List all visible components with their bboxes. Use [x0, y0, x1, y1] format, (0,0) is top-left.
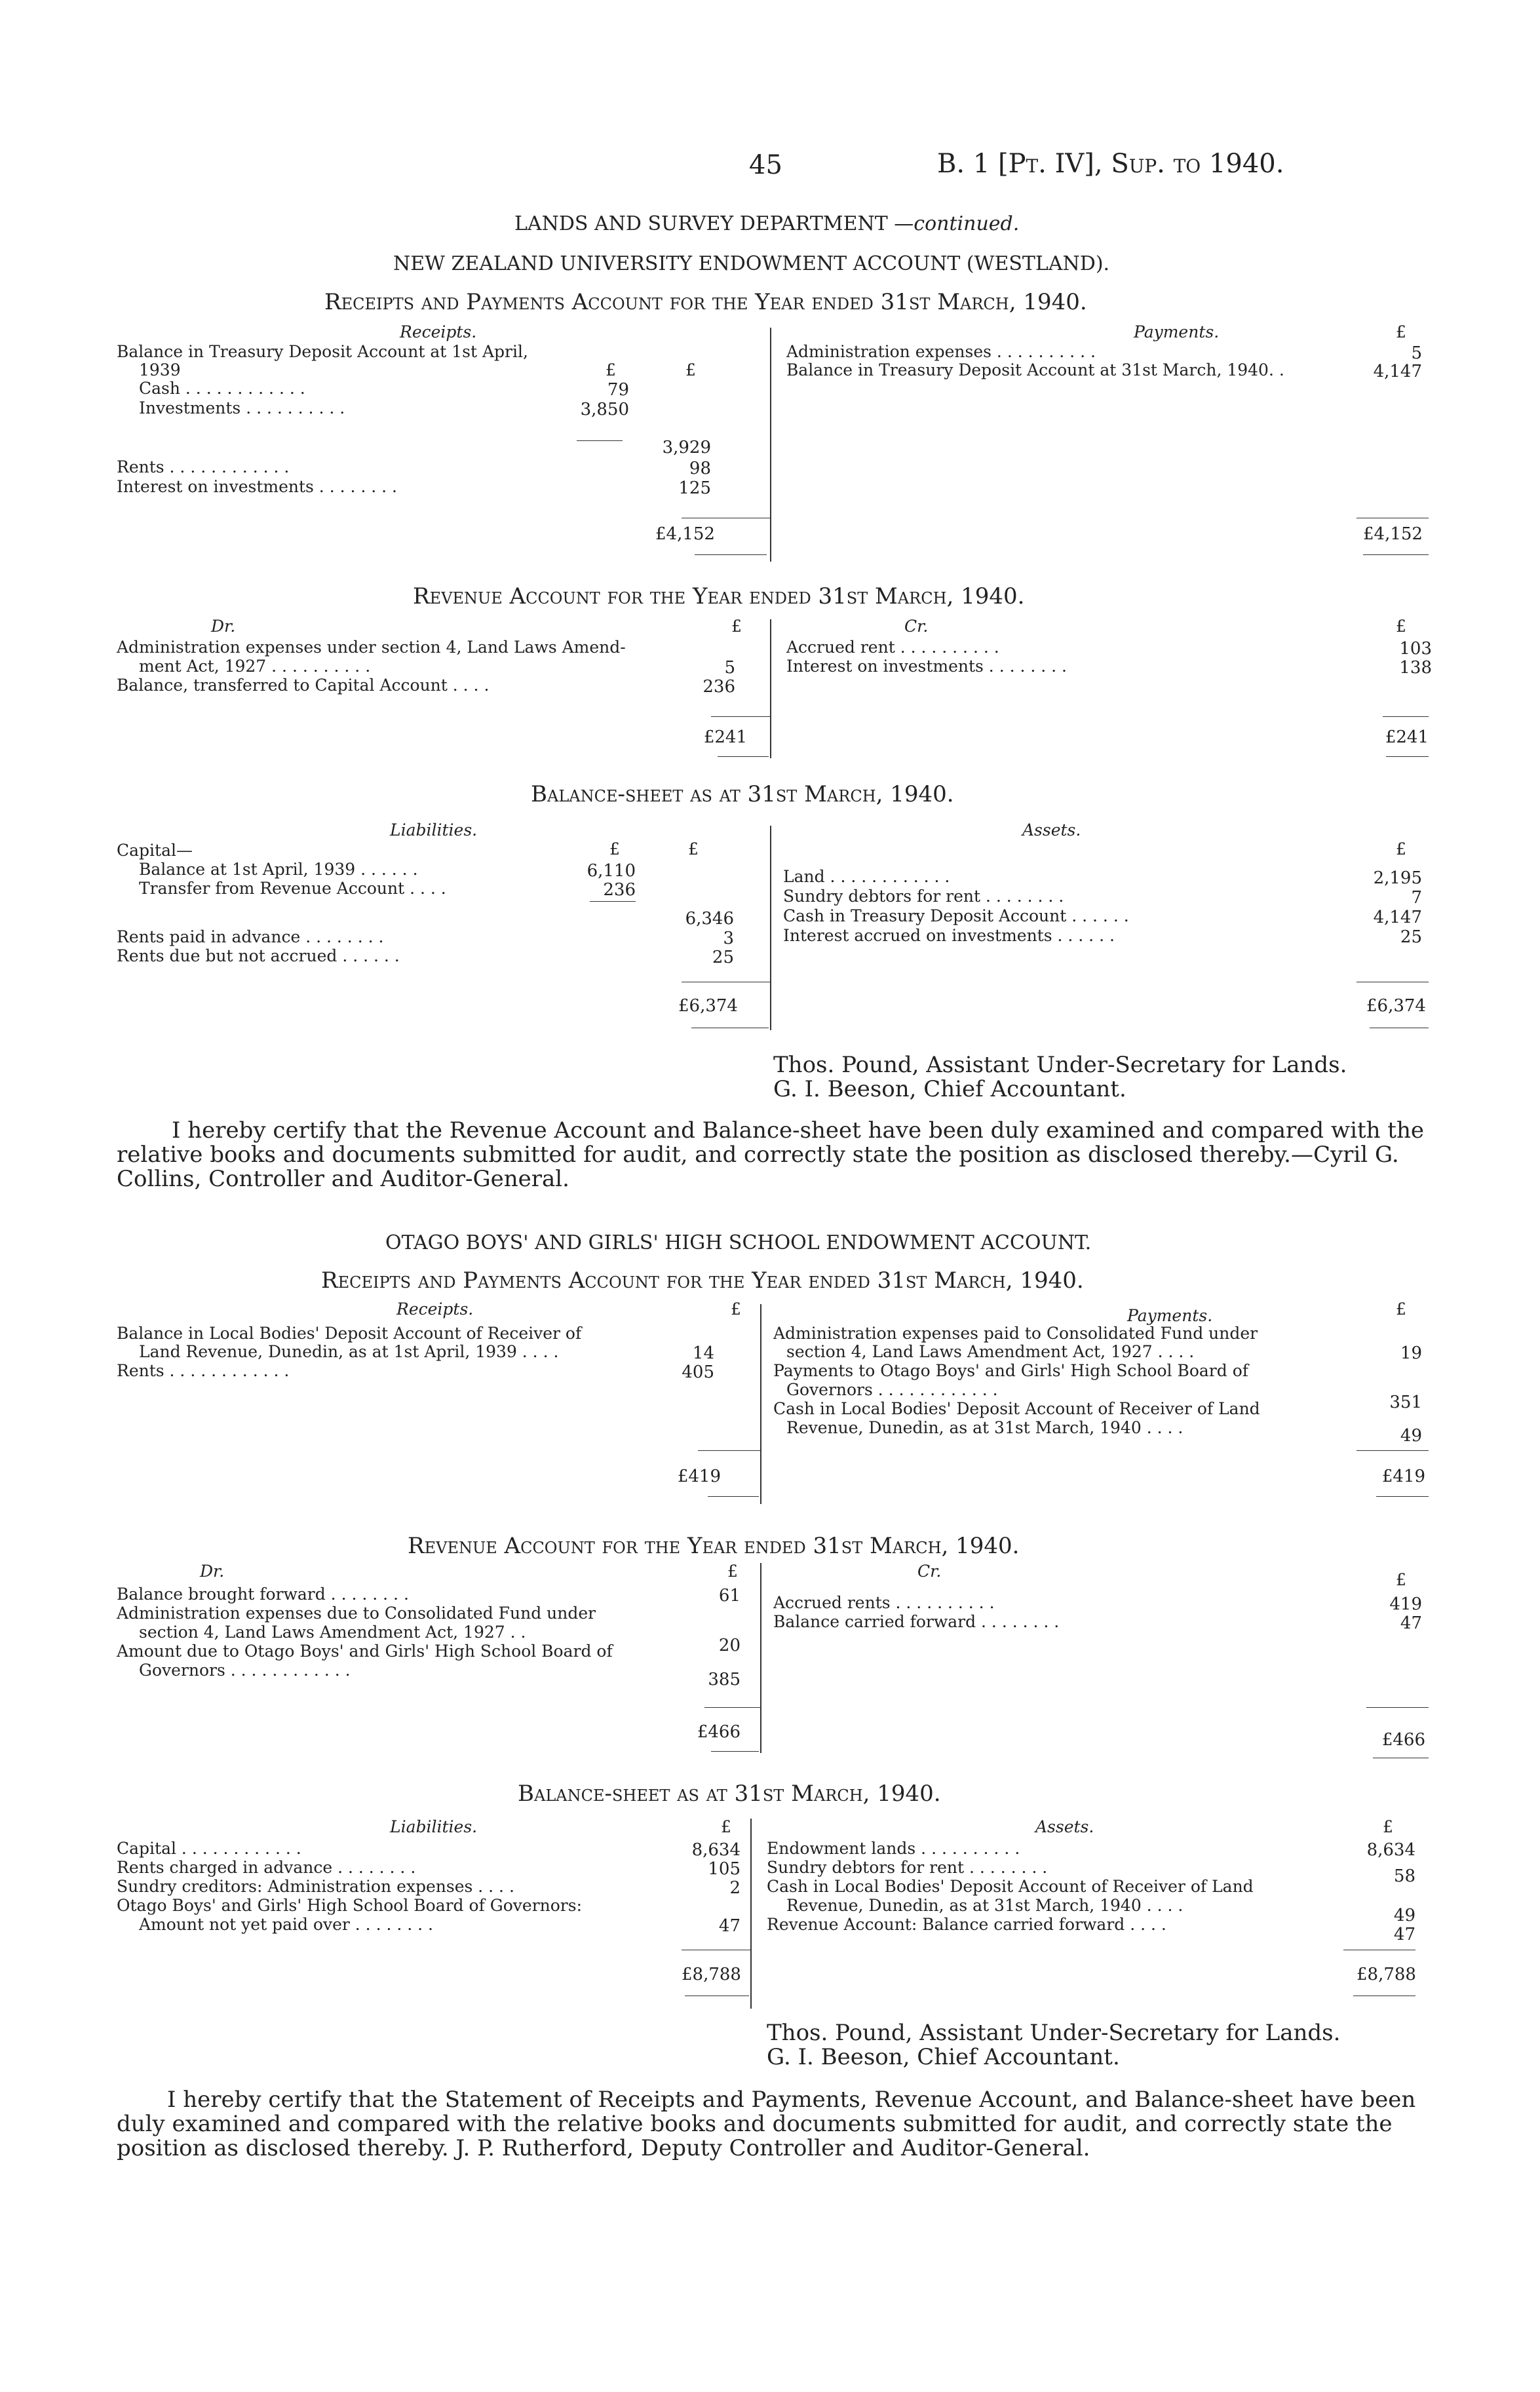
otago-payment-board: Payments to Otago Boys' and Girls' High School Board of	[773, 1361, 1249, 1380]
otago-assets-heading: Assets.	[1035, 1817, 1094, 1836]
westland-receipt-interest-value: 125	[678, 478, 711, 498]
westland-receipts-pound-1: £	[606, 360, 616, 379]
westland-receipt-rents-value: 98	[689, 459, 711, 478]
otago-signature-beeson: G. I. Beeson, Chief Accountant.	[767, 2044, 1120, 2070]
otago-liab-rents-advance-value: 105	[708, 1859, 741, 1879]
westland-certificate-line-3: Collins, Controller and Auditor-General.	[117, 1166, 569, 1192]
westland-assets-heading: Assets.	[1022, 820, 1081, 839]
westland-payments-heading: Payments.	[1134, 322, 1220, 341]
otago-payments-heading: Payments.	[1127, 1306, 1213, 1325]
westland-asset-interest: Interest accrued on investments . . . . . .	[783, 926, 1115, 945]
otago-liab-board-value: 47	[718, 1916, 741, 1936]
otago-asset-cash-cont: Revenue, Dunedin, as at 31st March, 1940 . . . .	[786, 1896, 1184, 1915]
westland-certificate-line-2: relative books and documents submitted for audit, and correctly state the position as disclosed thereby.—Cyril G.	[117, 1142, 1399, 1168]
otago-cr-pound: £	[1396, 1570, 1406, 1589]
otago-cr-total-rule	[1366, 1707, 1429, 1708]
otago-payment-board-value: 351	[1389, 1393, 1422, 1412]
westland-dr-double-rule	[718, 756, 769, 757]
otago-receipts-heading: Receipts.	[396, 1300, 474, 1319]
westland-receipts-pound-2: £	[685, 360, 696, 379]
otago-assets-total: £8,788	[1357, 1965, 1416, 1984]
department-continued: —continued.	[894, 212, 1020, 235]
westland-dr-admin-value: 5	[724, 658, 735, 678]
otago-receipts-total: £419	[677, 1467, 721, 1486]
otago-payments-total-rule	[1357, 1450, 1429, 1451]
otago-certificate-line-1: I hereby certify that the Statement of Receipts and Payments, Revenue Account, and Balance-sheet have been	[167, 2087, 1416, 2113]
westland-cr-pound: £	[1396, 617, 1406, 636]
otago-liab-creditors-value: 2	[729, 1878, 741, 1898]
westland-receipt-investments-value: 3,850	[580, 400, 629, 419]
otago-payment-cash: Cash in Local Bodies' Deposit Account of Receiver of Land	[773, 1399, 1260, 1418]
westland-receipt-rents: Rents . . . . . . . . . . . .	[117, 457, 290, 476]
otago-asset-debtors: Sundry debtors for rent . . . . . . . .	[767, 1858, 1048, 1877]
westland-asset-land-value: 2,195	[1373, 868, 1422, 888]
otago-asset-lands: Endowment lands . . . . . . . . . .	[767, 1839, 1020, 1858]
westland-liab-rents-due: Rents due but not accrued . . . . . .	[117, 946, 400, 965]
westland-assets-pound: £	[1396, 839, 1406, 858]
otago-bs-title: Balance-sheet as at 31st March, 1940.	[518, 1781, 941, 1807]
westland-liab-balance-value: 6,110	[587, 861, 636, 881]
westland-rp-title: Receipts and Payments Account for the Year ended 31st March, 1940.	[324, 289, 1087, 315]
westland-payment-balance-value: 4,147	[1373, 362, 1422, 381]
otago-liab-pound: £	[721, 1817, 731, 1836]
page-number: 45	[749, 150, 782, 180]
westland-liab-subtotal-rule	[590, 901, 636, 902]
westland-asset-debtors: Sundry debtors for rent . . . . . . . .	[783, 887, 1064, 906]
westland-liab-capital: Capital—	[117, 841, 193, 860]
otago-dr-total-rule	[704, 1707, 760, 1708]
otago-dr-balance: Balance brought forward . . . . . . . .	[117, 1585, 409, 1604]
westland-account-title: NEW ZEALAND UNIVERSITY ENDOWMENT ACCOUNT (WESTLAND).	[393, 252, 1110, 275]
westland-asset-land: Land . . . . . . . . . . . .	[783, 867, 950, 886]
westland-payment-balance: Balance in Treasury Deposit Account at 31st March, 1940. .	[786, 360, 1284, 379]
otago-signature-pound: Thos. Pound, Assistant Under-Secretary for Lands.	[767, 2020, 1341, 2046]
westland-signature-beeson: G. I. Beeson, Chief Accountant.	[773, 1076, 1126, 1102]
department-name: LANDS AND SURVEY DEPARTMENT	[514, 212, 888, 235]
westland-liabilities-heading: Liabilities.	[390, 820, 478, 839]
westland-liab-rents-due-value: 25	[712, 948, 734, 967]
otago-dr-heading: Dr.	[200, 1562, 225, 1581]
otago-asset-cash-value: 49	[1393, 1906, 1415, 1925]
otago-asset-cash: Cash in Local Bodies' Deposit Account of Receiver of Land	[767, 1877, 1254, 1896]
otago-revenue-title: Revenue Account for the Year ended 31st March, 1940.	[408, 1533, 1020, 1559]
otago-payment-cash-value: 49	[1400, 1426, 1422, 1446]
department-heading	[514, 214, 1019, 234]
westland-cr-interest: Interest on investments . . . . . . . .	[786, 657, 1068, 676]
westland-receipts-double-rule	[695, 554, 767, 555]
otago-cr-balance-value: 47	[1400, 1613, 1422, 1633]
otago-receipts-double-rule	[708, 1496, 759, 1497]
otago-revenue-divider	[760, 1563, 761, 1753]
otago-dr-total: £466	[697, 1722, 741, 1742]
otago-bs-divider	[750, 1819, 752, 2009]
westland-receipts-heading: Receipts.	[400, 322, 477, 341]
otago-dr-pound: £	[727, 1562, 738, 1581]
westland-dr-total-rule	[711, 716, 770, 717]
westland-receipt-interest: Interest on investments . . . . . . . .	[117, 477, 398, 496]
westland-liab-transfer-value: 236	[603, 880, 636, 900]
westland-asset-interest-value: 25	[1400, 927, 1422, 947]
westland-payment-admin: Administration expenses . . . . . . . . . .	[786, 342, 1096, 361]
otago-rp-divider	[760, 1304, 761, 1504]
westland-liab-total: £6,374	[678, 996, 738, 1016]
otago-dr-board-cont: Governors . . . . . . . . . . . .	[139, 1661, 351, 1680]
otago-certificate-line-3: position as disclosed thereby. J. P. Rutherford, Deputy Controller and Auditor-General.	[117, 2135, 1090, 2161]
otago-dr-admin: Administration expenses due to Consolidated Fund under	[117, 1604, 596, 1623]
westland-receipt-balance: Balance in Treasury Deposit Account at 1st April,	[117, 342, 528, 361]
document-reference: B. 1 [Pt. IV], Sup. to 1940.	[937, 149, 1284, 179]
westland-asset-debtors-value: 7	[1411, 888, 1422, 908]
otago-payments-double-rule	[1376, 1496, 1429, 1497]
westland-cr-double-rule	[1386, 756, 1429, 757]
otago-payment-board-cont: Governors . . . . . . . . . . . .	[786, 1380, 998, 1399]
otago-cr-balance: Balance carried forward . . . . . . . .	[773, 1612, 1060, 1631]
westland-assets-total: £6,374	[1366, 996, 1426, 1016]
otago-dr-board-value: 385	[708, 1670, 741, 1689]
otago-dr-board: Amount due to Otago Boys' and Girls' High School Board of	[117, 1642, 613, 1661]
westland-signature-pound: Thos. Pound, Assistant Under-Secretary for Lands.	[773, 1052, 1347, 1078]
otago-liab-rents-advance: Rents charged in advance . . . . . . . .	[117, 1858, 416, 1877]
westland-liab-rents-advance-value: 3	[723, 929, 734, 948]
westland-dr-balance: Balance, transferred to Capital Account . . . .	[117, 676, 490, 695]
westland-bs-title: Balance-sheet as at 31st March, 1940.	[531, 781, 954, 807]
westland-cr-accrued: Accrued rent . . . . . . . . . .	[786, 638, 999, 657]
westland-receipt-investments: Investments . . . . . . . . . .	[139, 398, 345, 417]
otago-cr-total: £466	[1381, 1730, 1425, 1750]
westland-cr-total-rule	[1383, 716, 1429, 717]
otago-payment-cash-cont: Revenue, Dunedin, as at 31st March, 1940 . . . .	[786, 1418, 1184, 1437]
otago-liab-board-cont: Amount not yet paid over . . . . . . . .	[139, 1915, 433, 1934]
westland-receipt-balance-year: 1939	[139, 360, 181, 379]
otago-receipts-total-rule	[698, 1450, 760, 1451]
otago-dr-double-rule	[711, 1751, 759, 1752]
otago-receipt-balance: Balance in Local Bodies' Deposit Account of Receiver of	[117, 1324, 582, 1343]
westland-dr-pound: £	[731, 617, 742, 636]
otago-dr-admin-cont: section 4, Land Laws Amendment Act, 1927 . .	[139, 1623, 526, 1642]
westland-asset-cash-value: 4,147	[1373, 908, 1422, 927]
otago-payment-admin-value: 19	[1400, 1343, 1422, 1363]
westland-asset-cash: Cash in Treasury Deposit Account . . . . . .	[783, 906, 1129, 925]
westland-receipt-subtotal-value: 3,929	[662, 438, 711, 457]
otago-liab-capital-value: 8,634	[691, 1840, 741, 1860]
otago-account-title: OTAGO BOYS' AND GIRLS' HIGH SCHOOL ENDOWMENT ACCOUNT.	[385, 1231, 1092, 1254]
otago-rp-title: Receipts and Payments Account for the Year ended 31st March, 1940.	[321, 1267, 1084, 1294]
westland-receipt-cash-value: 79	[607, 380, 629, 400]
otago-asset-debtors-value: 58	[1393, 1866, 1415, 1886]
otago-receipt-balance-cont: Land Revenue, Dunedin, as at 1st April, 1939 . . . .	[139, 1342, 559, 1361]
westland-revenue-divider	[770, 619, 771, 758]
westland-dr-admin-cont: ment Act, 1927 . . . . . . . . . .	[139, 657, 371, 676]
westland-cr-total: £241	[1385, 727, 1429, 747]
westland-payments-total: £4,152	[1363, 524, 1423, 544]
westland-bs-divider	[770, 826, 771, 1030]
otago-receipt-balance-value: 14	[692, 1343, 714, 1363]
otago-asset-revenue: Revenue Account: Balance carried forward . . . .	[767, 1915, 1166, 1934]
westland-liab-pound-1: £	[609, 839, 620, 858]
otago-asset-revenue-value: 47	[1393, 1925, 1415, 1944]
otago-payments-pound: £	[1396, 1300, 1406, 1319]
westland-dr-admin: Administration expenses under section 4, Land Laws Amend-	[117, 638, 626, 657]
otago-liab-total: £8,788	[682, 1965, 741, 1984]
otago-receipts-pound: £	[731, 1300, 741, 1319]
otago-liab-creditors: Sundry creditors: Administration expenses . . . .	[117, 1877, 514, 1896]
otago-dr-balance-value: 61	[718, 1586, 741, 1606]
otago-payments-total: £419	[1381, 1467, 1425, 1486]
westland-payments-double-rule	[1363, 554, 1429, 555]
westland-payments-pound: £	[1396, 322, 1406, 341]
westland-liab-rents-advance: Rents paid in advance . . . . . . . .	[117, 927, 384, 946]
westland-dr-total: £241	[703, 727, 747, 747]
westland-receipt-cash: Cash . . . . . . . . . . . .	[139, 379, 305, 398]
westland-receipt-subtotal-rule	[577, 440, 623, 441]
otago-cr-accrued-value: 419	[1389, 1594, 1422, 1614]
westland-dr-balance-value: 236	[703, 677, 735, 697]
westland-dr-heading: Dr.	[211, 617, 236, 636]
otago-cr-heading: Cr.	[917, 1562, 942, 1581]
otago-asset-lands-value: 8,634	[1366, 1840, 1415, 1860]
westland-payment-admin-value: 5	[1411, 343, 1422, 363]
otago-assets-pound: £	[1383, 1817, 1393, 1836]
westland-liab-balance: Balance at 1st April, 1939 . . . . . .	[139, 860, 418, 879]
otago-liabilities-heading: Liabilities.	[390, 1817, 478, 1836]
westland-cr-accrued-value: 103	[1399, 639, 1432, 659]
westland-certificate-line-1: I hereby certify that the Revenue Account and Balance-sheet have been duly examined and compared with the	[172, 1117, 1424, 1144]
otago-cr-accrued: Accrued rents . . . . . . . . . .	[773, 1593, 995, 1612]
otago-payment-admin-cont: section 4, Land Laws Amendment Act, 1927 . . . .	[786, 1342, 1195, 1361]
westland-liab-pound-2: £	[688, 839, 699, 858]
westland-cr-heading: Cr.	[904, 617, 929, 636]
westland-revenue-title: Revenue Account for the Year ended 31st March, 1940.	[413, 583, 1025, 609]
westland-receipts-total: £4,152	[655, 524, 715, 544]
westland-liab-subtotal-value: 6,346	[685, 909, 734, 929]
westland-cr-interest-value: 138	[1399, 658, 1432, 678]
otago-dr-admin-value: 20	[718, 1636, 741, 1655]
otago-receipt-rents: Rents . . . . . . . . . . . .	[117, 1361, 290, 1380]
otago-payment-admin: Administration expenses paid to Consolidated Fund under	[773, 1324, 1258, 1343]
otago-liab-board: Otago Boys' and Girls' High School Board of Governors:	[117, 1896, 583, 1915]
westland-rp-divider	[770, 328, 771, 562]
otago-receipt-rents-value: 405	[682, 1362, 714, 1382]
westland-liab-transfer: Transfer from Revenue Account . . . .	[139, 879, 446, 898]
otago-certificate-line-2: duly examined and compared with the relative books and documents submitted for audit, and correctly state the	[117, 2111, 1393, 2137]
otago-liab-capital: Capital . . . . . . . . . . . .	[117, 1839, 301, 1858]
